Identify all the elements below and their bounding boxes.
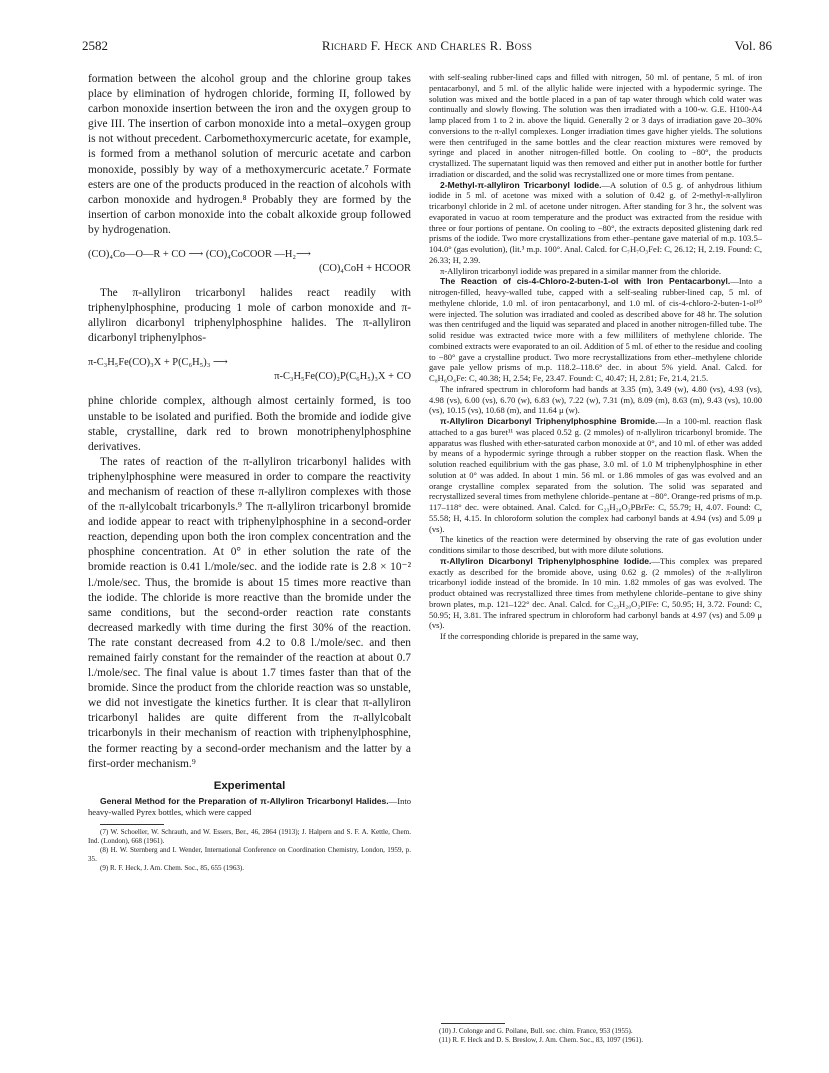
footnote: (9) R. F. Heck, J. Am. Chem. Soc., 85, 655 (1963). [100,864,245,873]
equation-line: π-C₃H₅Fe(CO)₂P(C₆H₅)₃X + CO [274,371,411,383]
paragraph-phosphine-iodide [429,556,762,631]
subheading: General Method for the Preparation of π-Allyliron Tricarbonyl Halides. [100,795,389,806]
volume-label: Vol. 86 [734,38,772,53]
paragraph-chlorobutenol [429,276,762,384]
footnote: (8) H. W. Sternberg and I. Wender, International Conference on Coordination Chemistry, London, 1959, p. 35. [88,846,411,864]
paragraph-method-cont: with self-sealing rubber-lined caps and filled with nitrogen, 50 ml. of pentane, 5 ml. of iron pentacarbonyl, and 5 ml. of the allylic halide were injected with a hypodermic syringe. The solution was mixed and the bottle placed in a pan of tap water through which cold water was continually and slowly flowing. The solution was then irradiated with a 100-w. G.E. H100-A4 lamp placed from 1 to 2 in. above the liquid. Generally 2 or 3 days of irradiation gave 20–30% conversions to the π-allyl complexes. Longer irradiation times gave higher yields. The solutions were then centrifuged in the same bottles and the clear reaction mixtures were removed by syringe and placed in another nitrogen-filled bottle. On cooling to −80°, the products crystallized. The supernatant liquid was then removed and either put in another bottle for further irradiation or discarded, and the solid was recrystallized one or more times from pentane. [429,72,762,179]
footnote: (7) W. Schoeller, W. Schrauth, and W. Essers, Ber., 46, 2864 (1913); J. Halpern and S. F. A. Kettle, Chem. Ind. (London), 668 (1961). [88,828,411,846]
equation-phosphine-substitution [88,356,411,384]
footnote-divider [441,1023,505,1024]
paragraph-chloride-complex: phine chloride complex, although almost certainly formed, is too unstable to be isolated and purified. Both the bromide and iodide give stable, crystalline, dark red to brown monotriphenylphosphine derivatives. [88,395,411,453]
paragraph-text: —Into a nitrogen-filled, heavy-walled tube, capped with a self-sealing rubber-lined cap, 5 ml. of methylene chloride, 1.0 ml. of iron pentacarbonyl, and 1.0 ml. of cis-4-chloro-2-buten-1-ol¹⁰ were injected. The solution was irradiated and cooled as described above for 48 hr. The solution was then centrifuged and the liquid was separated and placed in another nitrogen-filled tube. The solid residue was extracted twice more with a few milliliters of methylene chloride. The combined extracts were evaporated to an oil. Addition of 5 ml. of ether to the residue and cooling to −80° gave a crystalline product. Two more recrystallizations from ether–methylene chloride gave pale yellow prisms of m.p. 118.2–118.6° dec. in about 5% yield. Anal. Calcd. for C₈H₆O₄Fe: C, 40.38; H, 2.54; Fe, 23.47. Found: C, 40.47; H, 2.81; Fe, 21.4, 21.5. [429,276,762,383]
equation-cobalt-insertion [88,248,411,276]
subheading: π-Allyliron Dicarbonyl Triphenylphosphine Iodide. [440,555,652,566]
paragraph-text: —A solution of 0.5 g. of anhydrous lithium iodide in 5 ml. of acetone was mixed with a solution of 0.42 g. of 2-methyl-π-allyliron tricarbonyl chloride in 2 ml. of acetone under nitrogen. After standing for 3 hr., the solvent was evaporated in vacuo at room temperature and the product was extracted from the residue with three or four portions of pentane. On cooling to −80°, the extracts deposited glistening dark red prisms of the iodide. Two more crystallizations from ether–pentane gave material of m.p. 103.5–104.0° (gas evolution), (lit.³ m.p. 100°. Anal. Calcd. for C₇H₇O₃FeI: C, 26.12; H, 2.19. Found: C, 26.33; H, 2.39. [429,179,762,265]
footnote-divider [100,824,164,825]
equation-line: (CO)₄Co—O—R + CO ⟶ (CO)₄CoCOOR —H₂⟶ [88,249,311,261]
paragraph-mechanism: formation between the alcohol group and the chlorine group takes place by elimination of hydrogen chloride, forming II, followed by carbon monoxide insertion between the iron and the oxygen group to give III. The insertion of carbon monoxide into a metal–oxygen group is not without precedent. Carbomethoxymercuric acetate, for example, is formed from a methanol solution of mercuric acetate and carbon monoxide, possibly by way of a methoxymercuric acetate.⁷ Formate esters are one of the products produced in the reaction of alcohols with carbon monoxide and hydrogen.⁸ Probably they are formed by the insertion of carbon monoxide into the cobalt alkoxide group followed by hydrogenation. [88,73,411,236]
paragraph-allyl-iodide: π-Allyliron tricarbonyl iodide was prepared in a similar manner from the chloride. [440,265,722,276]
paragraph-infrared: The infrared spectrum in chloroform had bands at 3.35 (m), 3.49 (w), 4.80 (vs), 4.93 (vs), 4.98 (vs), 6.00 (vs), 6.70 (w), 6.83 (w), 7.22 (w), 7.31 (m), 8.09 (m), 8.63 (m), 9.43 (vs), 10.00 (vs), 10.15 (vs), 10.68 (m), and 11.64 μ (w). [429,383,762,416]
section-heading-experimental: Experimental [213,779,286,792]
paragraph-text: —In a 100-ml. reaction flask attached to a gas buret¹¹ was placed 0.52 g. (2 mmoles) of π-allyliron tricarbonyl bromide. The apparatus was flushed with ether-saturated carbon monoxide at 0°, and 10 ml. of ether was added by means of a hypodermic syringe through a rubber stopper on the reaction flask. When the solution reached equilibrium with the gas phase, 3.0 ml. of 1.0 M triphenylphosphine in ether solution at 0° was added. In about 1 min. 56 ml. or 1.86 mmoles of gas was evolved and an orange crystalline complex separated from the solution. The solid was separated and recrystallized several times from methylene chloride–pentane at −80°. Orange-red prisms of m.p. 117–118° dec. were obtained. Anal. Calcd. for C₂₃H₂₀O₂PBrFe: C, 55.79; H, 4.07. Found: C, 55.58; H, 4.15. In chloroform solution the complex had carbonyl bands at 4.94 (vs) and 5.09 μ (vs). [429,416,762,534]
subheading: The Reaction of cis-4-Chloro-2-buten-1-ol with Iron Pentacarbonyl. [440,276,731,287]
right-footnotes [429,1016,762,1045]
paragraph-methylallyl-iodide [429,180,762,266]
left-column [88,72,411,873]
paragraph-text: —This complex was prepared exactly as described for the bromide above, using 0.62 g. (2 mmoles) of the π-allyliron tricarbonyl iodide instead of the bromide. In 10 min. 1.82 mmoles of gas was evolved. The product obtained was recrystallized three times from methylene chloride–pentane to give shiny brown plates, m.p. 121–122° dec. Anal. Calcd. for C₂₃H₂₀O₂PIFe: C, 50.95; H, 3.72. Found: C, 50.95; H, 3.81. The infrared spectrum in chloroform had carbonyl bands at 4.97 (vs) and 5.09 μ (vs). [429,555,762,631]
page-number: 2582 [82,38,108,53]
equation-line: (CO)₄CoH + HCOOR [318,263,411,275]
paragraph-chloride-note: If the corresponding chloride is prepared in the same way, [440,631,639,641]
paragraph-triphenylphosphine: The π-allyliron tricarbonyl halides react readily with triphenylphosphine, producing 1 mole of carbon monoxide and π-allyliron dicarbonyl triphenylphosphine halides. The π-allyliron dicarbonyl triphenylphos- [88,287,411,345]
page-header [82,38,772,56]
paragraph-kinetics-method: The kinetics of the reaction were determined by observing the rate of gas evolution under conditions similar to those described, but with more dilute solutions. [429,534,762,555]
paragraph-kinetics: The rates of reaction of the π-allyliron tricarbonyl halides with triphenylphosphine were measured in order to compare the reactivity and mechanism of reaction of these π-allyliron complexes with those of the π-allylcobalt tricarbonyls.⁹ The π-allyliron tricarbonyl bromide and iodide appear to react with triphenylphosphine in a second-order reaction, depending upon both the iron complex concentration and the phosphine concentration. At 0° in ether solution the rate of the bromide reaction is 0.41 l./mole/sec. and the iodide rate is 2.8 × 10⁻² l./mole/sec. Thus, the bromide is about 15 times more reactive than the iodide. The chloride is more reactive than the bromide under the same conditions, but the second-order reaction rate constants decreased markedly with time during the first 30% of the reaction. The rate constant decreased from 4.2 to 0.8 l./mole/sec. and then remained fairly constant for the remainder of the reaction at about 0.7 l./mole/sec. The final value is about 1.7 times faster than that of the bromide. Since the product from the chloride reaction was so unstable, we did not investigate the kinetics further. It is clear that π-allyliron tricarbonyl halides are quite different from the π-allylcobalt tricarbonyls in their mechanism of reaction with triphenylphosphine, the former reacting by a second-order mechanism and the latter by a first-order mechanism.⁹ [88,455,411,770]
paragraph-text: —Into heavy-walled Pyrex bottles, which were capped [88,795,411,817]
footnote: (10) J. Colonge and G. Poilane, Bull. soc. chim. France, 953 (1955). [439,1027,633,1035]
subheading: 2-Methyl-π-allyliron Tricarbonyl Iodide. [440,179,602,190]
running-authors: Richard F. Heck and Charles R. Boss [321,38,533,53]
paragraph-phosphine-bromide [429,416,762,534]
equation-line: π-C₃H₅Fe(CO)₃X + P(C₆H₅)₃ ⟶ [88,357,228,369]
paragraph-general-method [88,796,411,818]
subheading: π-Allyliron Dicarbonyl Triphenylphosphine Bromide. [440,416,658,426]
footnote: (11) R. F. Heck and D. S. Breslow, J. Am. Chem. Soc., 83, 1097 (1961). [439,1036,644,1044]
right-column [429,72,762,642]
